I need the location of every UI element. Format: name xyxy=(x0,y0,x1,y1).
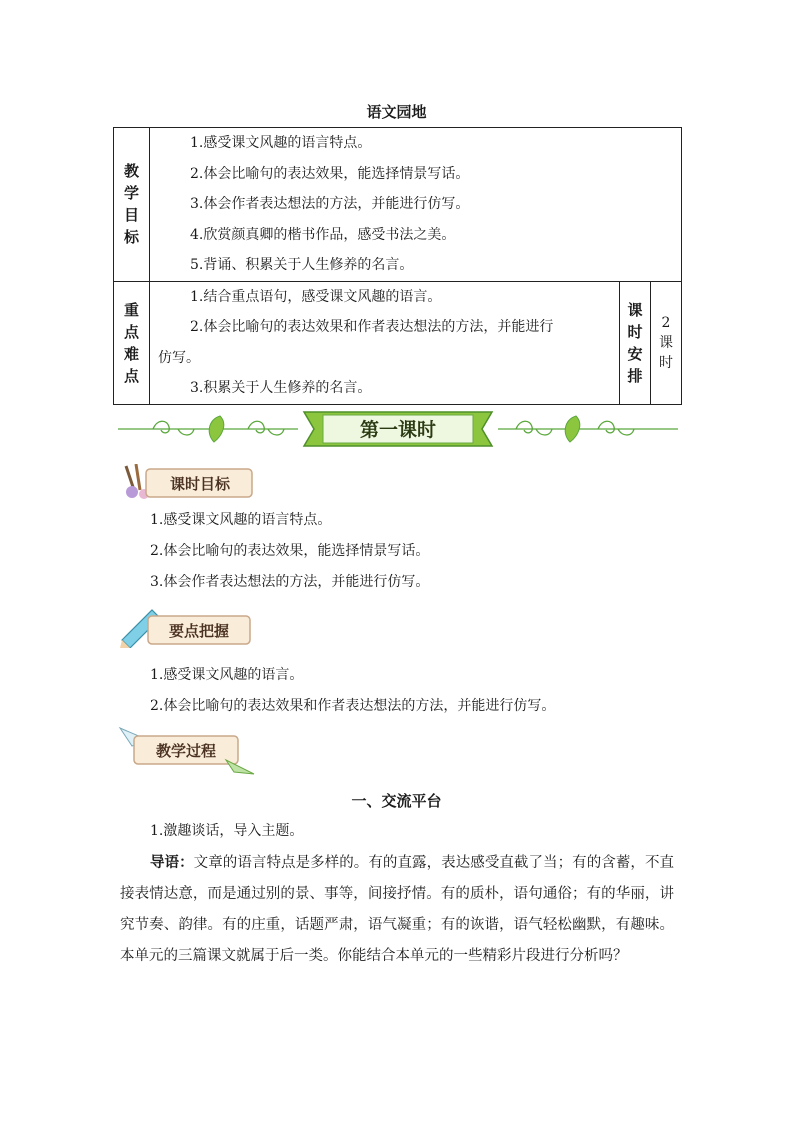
key-points-badge xyxy=(118,606,258,648)
key-point-item: 1.感受课文风趣的语言。 xyxy=(150,667,304,683)
goal-item: 2.体会比喻句的表达效果，能选择情景写话。 xyxy=(190,165,470,182)
vine-left-decoration xyxy=(118,421,298,435)
lesson-banner xyxy=(118,406,678,452)
leaf-left-icon xyxy=(209,416,224,442)
paper-plane-small-icon xyxy=(226,760,254,774)
banner-text: 第一课时 xyxy=(359,419,437,441)
goal-item: 3.体会作者表达想法的方法，并能进行仿写。 xyxy=(190,196,470,212)
goals-label-cell xyxy=(114,128,150,282)
step-item: 1.激趣谈话，导入主题。 xyxy=(150,823,304,839)
lesson-plan-table xyxy=(113,127,682,405)
time-label-cell xyxy=(620,281,651,404)
goals-label: 教学目标 xyxy=(123,162,139,247)
lesson-goal-item: 2.体会比喻句的表达效果，能选择情景写话。 xyxy=(150,543,430,559)
time-value-cell xyxy=(651,281,682,404)
key-item: 1.结合重点语句，感受课文风趣的语言。 xyxy=(190,288,442,305)
goal-item: 5.背诵、积累关于人生修养的名言。 xyxy=(190,257,414,273)
lesson-goals-badge-text: 课时目标 xyxy=(169,475,231,493)
key-point-item: 2.体会比喻句的表达效果和作者表达想法的方法，并能进行仿写。 xyxy=(150,698,556,714)
goals-cell xyxy=(150,128,682,282)
teaching-process-badge xyxy=(118,724,258,776)
lesson-goal-item: 3.体会作者表达想法的方法，并能进行仿写。 xyxy=(150,574,430,590)
lead-label: 导语： xyxy=(150,855,194,871)
key-item: 3.积累关于人生修养的名言。 xyxy=(190,380,372,396)
lead-paragraph xyxy=(120,848,674,972)
goal-item: 4.欣赏颜真卿的楷书作品，感受书法之美。 xyxy=(190,226,456,243)
goals-row xyxy=(114,128,682,282)
key-cell xyxy=(150,281,620,404)
time-label: 课时安排 xyxy=(627,300,643,385)
key-item: 2.体会比喻句的表达效果和作者表达想法的方法，并能进行 xyxy=(190,319,554,335)
lead-text: 文章的语言特点是多样的。有的直露，表达感受直截了当；有的含蓄，不直接表情达意，而是通过别的景、事等，间接抒情。有的质朴，语句通俗；有的华丽，讲究节奏、韵律。有的庄重，话题严肃，语气凝重；有的诙谐，语气轻松幽默，有趣味。本单元的三篇课文就属于后一类。你能结合本单元的一些精彩片段进行分析吗？ xyxy=(120,855,674,964)
part-heading: 一、交流平台 xyxy=(351,792,442,810)
vine-right-decoration xyxy=(498,421,678,435)
key-item-continued: 仿写。 xyxy=(158,349,200,366)
teaching-process-badge-text: 教学过程 xyxy=(155,742,217,760)
key-label: 重点难点 xyxy=(123,300,139,385)
key-points-badge-text: 要点把握 xyxy=(168,622,230,640)
lesson-goals-badge xyxy=(118,464,258,500)
goal-item: 1.感受课文风趣的语言特点。 xyxy=(190,135,372,151)
time-value: 2课时 xyxy=(659,314,673,371)
page-title: 语文园地 xyxy=(366,103,427,121)
key-row xyxy=(114,281,682,404)
lesson-goal-item: 1.感受课文风趣的语言特点。 xyxy=(150,512,332,528)
key-label-cell xyxy=(114,281,150,404)
leaf-right-icon xyxy=(565,416,580,442)
